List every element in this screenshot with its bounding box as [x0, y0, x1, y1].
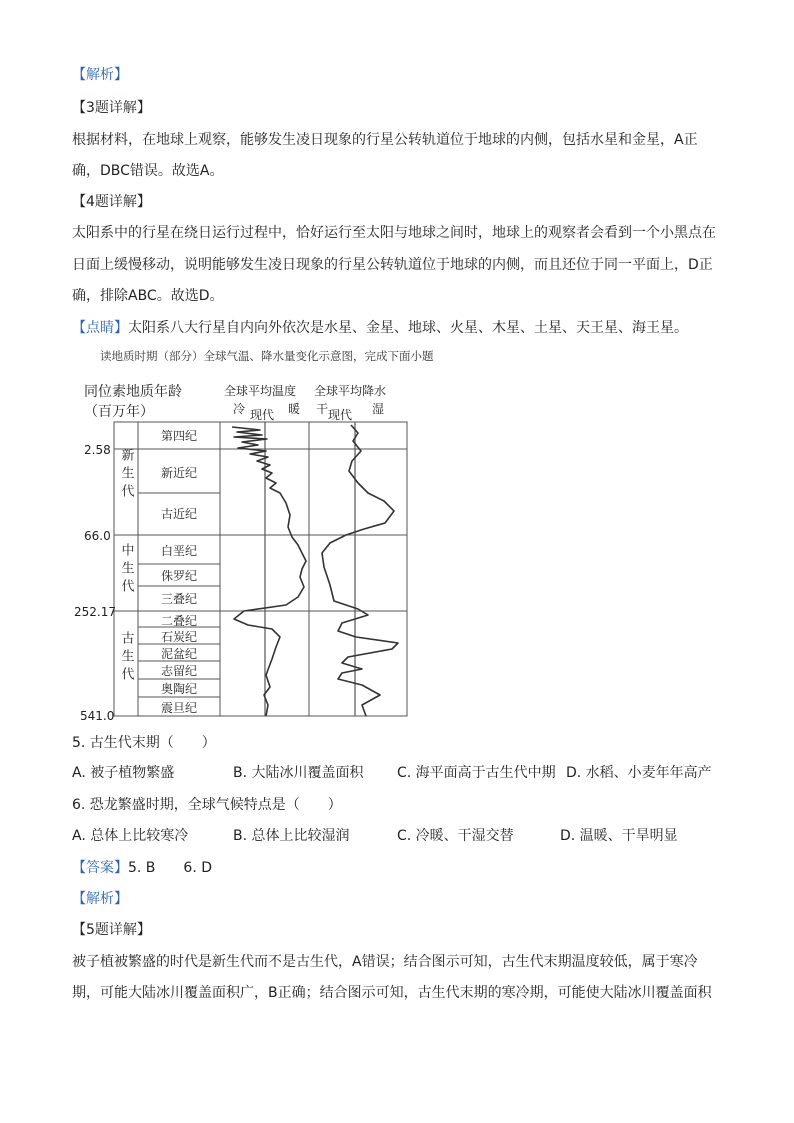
period-ordovician: 奥陶纪: [160, 682, 198, 696]
q5-option-a: A. 被子植物繁盛: [72, 765, 175, 781]
q5-text-line-2: 期，可能大陆冰川覆盖面积广，B正确；结合图示可知，古生代末期的寒冷期，可能使大陆冰川覆盖面积: [72, 985, 712, 1001]
question-5: 5. 古生代末期（ ）: [72, 735, 216, 751]
temperature-now-label: 现代: [250, 408, 275, 422]
temperature-warm-label: 暖: [288, 402, 301, 416]
period-paleogene: 古近纪: [160, 507, 198, 521]
age-axis-unit: （百万年）: [84, 404, 154, 420]
precipitation-wet-label: 湿: [372, 402, 385, 416]
q4-text-line-2: 日面上缓慢移动，说明能够发生凌日现象的行星公转轨道位于地球的内侧，而且还位于同一平面上，D正: [72, 257, 713, 273]
era-mesozoic: 中生代: [118, 543, 134, 597]
question-6: 6. 恐龙繁盛时期，全球气候特点是（ ）: [72, 797, 342, 813]
answer-6: 6. D: [183, 860, 213, 876]
q5-option-d: D. 水稻、小麦年年高产: [566, 765, 712, 781]
q5-option-b: B. 大陆冰川覆盖面积: [233, 765, 364, 781]
period-neogene: 新近纪: [160, 466, 198, 480]
precipitation-dry-label: 干: [316, 402, 329, 416]
key-point-text: 太阳系八大行星自内向外依次是水星、金星、地球、火星、木星、土星、天王星、海王星。: [128, 320, 688, 336]
q3-text-line-2: 确，DBC错误。故选A。: [72, 163, 224, 179]
period-devonian: 泥盆纪: [160, 647, 198, 661]
key-point: [72, 318, 688, 338]
era-cenozoic: 新生代: [118, 448, 134, 502]
q5-text-line-1: 被子植被繁盛的时代是新生代而不是古生代，A错误；结合图示可知，古生代末期温度较低，属于寒冷: [72, 954, 698, 970]
period-permian: 二叠纪: [160, 614, 198, 628]
era-paleozoic: 古生代: [118, 631, 134, 685]
period-jurassic: 侏罗纪: [160, 569, 198, 583]
age-tick-2.58: 2.58: [84, 443, 111, 457]
figure-intro: 读地质时期（部分）全球气温、降水量变化示意图，完成下面小题: [100, 349, 434, 363]
q5-detail-heading: 【5题详解】: [72, 922, 151, 938]
answer-line: [72, 858, 212, 878]
period-cretaceous: 白垩纪: [160, 544, 198, 558]
period-silurian: 志留纪: [160, 664, 198, 678]
temperature-title: 全球平均温度: [224, 384, 297, 398]
age-tick-252.17: 252.17: [74, 605, 116, 619]
analysis-tag-2: 【解析】: [72, 891, 128, 907]
q6-option-d: D. 温暖、干旱明显: [560, 828, 678, 844]
q3-text-line-1: 根据材料，在地球上观察，能够发生凌日现象的行星公转轨道位于地球的内侧，包括水星和金星，A正: [72, 132, 698, 148]
chart-frame: [114, 422, 407, 716]
age-tick-541: 541.0: [80, 709, 115, 723]
analysis-tag: 【解析】: [72, 67, 128, 83]
period-triassic: 三叠纪: [160, 592, 198, 606]
geologic-climate-figure: [72, 375, 422, 723]
answer-5: 5. B: [128, 860, 156, 876]
precipitation-now-label: 现代: [328, 408, 353, 422]
age-tick-66: 66.0: [84, 529, 111, 543]
q4-text-line-3: 确，排除ABC。故选D。: [72, 288, 224, 304]
q5-option-c: C. 海平面高于古生代中期: [397, 765, 556, 781]
precipitation-title: 全球平均降水: [314, 384, 387, 398]
temperature-cold-label: 冷: [233, 402, 246, 416]
answer-tag: 【答案】: [72, 860, 128, 876]
q3-detail-heading: 【3题详解】: [72, 100, 151, 116]
temperature-curve: [232, 427, 306, 716]
q6-option-b: B. 总体上比较湿润: [233, 828, 350, 844]
period-quaternary: 第四纪: [160, 429, 198, 443]
period-carboniferous: 石炭纪: [160, 630, 198, 644]
q4-detail-heading: 【4题详解】: [72, 194, 151, 210]
key-point-tag: 【点睛】: [72, 320, 128, 336]
age-axis-title: 同位素地质年龄: [84, 384, 182, 400]
q6-option-a: A. 总体上比较寒冷: [72, 828, 189, 844]
precipitation-curve: [322, 425, 398, 716]
q6-option-c: C. 冷暖、干湿交替: [397, 828, 514, 844]
q4-text-line-1: 太阳系中的行星在绕日运行过程中，恰好运行至太阳与地球之间时，地球上的观察者会看到一个小黑点在: [72, 225, 716, 241]
period-sinian: 震旦纪: [160, 701, 198, 715]
